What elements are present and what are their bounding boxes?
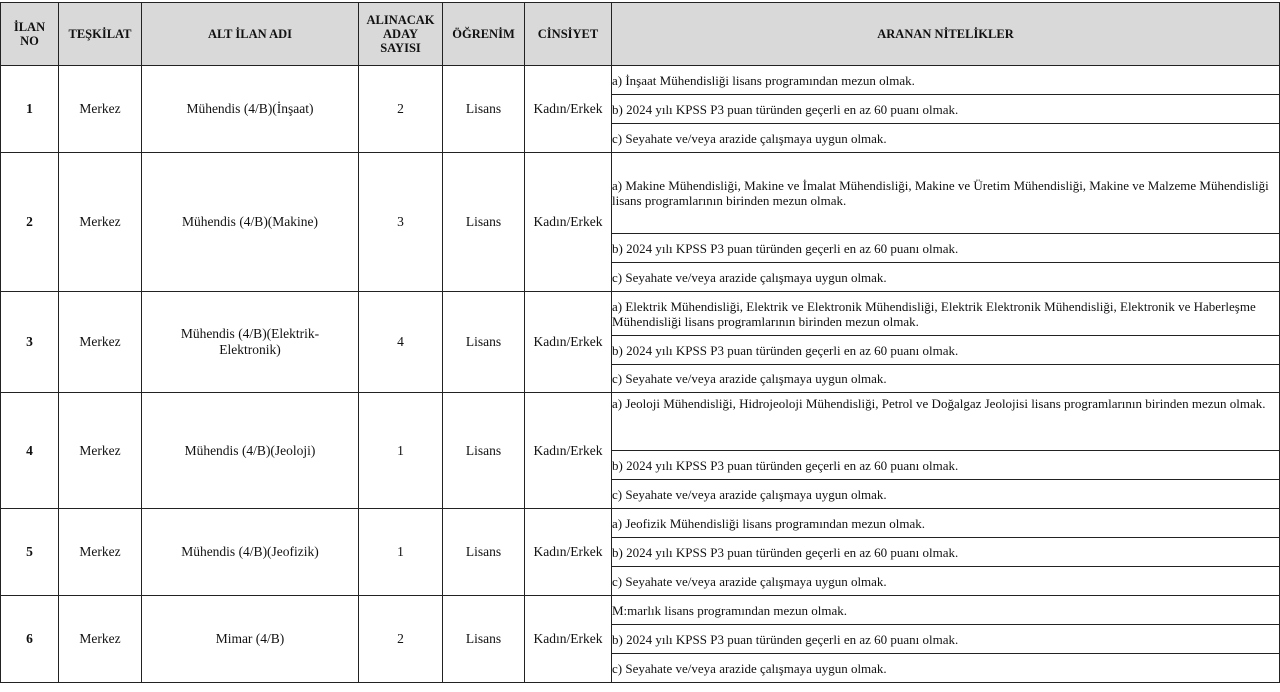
teskilat-cell: Merkez (59, 153, 142, 292)
nitelik-cell: a) Jeofizik Mühendisliği lisans programından mezun olmak. (612, 509, 1280, 538)
alt-ilan-adi-cell: Mimar (4/B) (142, 596, 359, 683)
aday-sayisi-cell: 1 (359, 509, 443, 596)
ogrenim-cell: Lisans (443, 66, 525, 153)
aday-sayisi-cell: 4 (359, 292, 443, 393)
table-row (1, 292, 1280, 336)
table-row (1, 393, 1280, 451)
teskilat-cell: Merkez (59, 393, 142, 509)
nitelik-cell: b) 2024 yılı KPSS P3 puan türünden geçerli en az 60 puanı olmak. (612, 538, 1280, 567)
teskilat-cell: Merkez (59, 292, 142, 393)
alt-ilan-adi-cell: Mühendis (4/B)(Elektrik-Elektronik) (142, 292, 359, 393)
nitelik-cell: c) Seyahate ve/veya arazide çalışmaya uygun olmak. (612, 365, 1280, 393)
aday-sayisi-cell: 3 (359, 153, 443, 292)
nitelik-cell: c) Seyahate ve/veya arazide çalışmaya uygun olmak. (612, 654, 1280, 683)
ogrenim-cell: Lisans (443, 509, 525, 596)
aday-sayisi-cell: 2 (359, 596, 443, 683)
nitelik-cell: b) 2024 yılı KPSS P3 puan türünden geçerli en az 60 puanı olmak. (612, 451, 1280, 480)
teskilat-cell: Merkez (59, 596, 142, 683)
ogrenim-cell: Lisans (443, 596, 525, 683)
cinsiyet-cell: Kadın/Erkek (525, 596, 612, 683)
aday-sayisi-cell: 2 (359, 66, 443, 153)
nitelik-cell: b) 2024 yılı KPSS P3 puan türünden geçerli en az 60 puanı olmak. (612, 625, 1280, 654)
alt-ilan-adi-cell: Mühendis (4/B)(Jeofizik) (142, 509, 359, 596)
alt-ilan-adi-cell: Mühendis (4/B)(İnşaat) (142, 66, 359, 153)
nitelik-cell: a) İnşaat Mühendisliği lisans programından mezun olmak. (612, 66, 1280, 95)
header-nitelikler: ARANAN NİTELİKLER (612, 3, 1280, 66)
header-row (1, 3, 1280, 66)
ogrenim-cell: Lisans (443, 393, 525, 509)
nitelik-cell: c) Seyahate ve/veya arazide çalışmaya uygun olmak. (612, 480, 1280, 509)
nitelik-cell: c) Seyahate ve/veya arazide çalışmaya uygun olmak. (612, 263, 1280, 292)
table-row (1, 509, 1280, 538)
table-row (1, 153, 1280, 234)
aday-sayisi-cell: 1 (359, 393, 443, 509)
cinsiyet-cell: Kadın/Erkek (525, 292, 612, 393)
ilan-no-cell: 2 (1, 153, 59, 292)
cinsiyet-cell: Kadın/Erkek (525, 509, 612, 596)
header-ilan-no: İLAN NO (1, 3, 59, 66)
table-row (1, 596, 1280, 625)
header-alt-ilan-adi: ALT İLAN ADI (142, 3, 359, 66)
nitelik-cell: a) Makine Mühendisliği, Makine ve İmalat Mühendisliği, Makine ve Üretim Mühendisliği, Makine ve Malzeme Mühendisliği lisans programlarının birinden mezun olmak. (612, 153, 1280, 234)
nitelik-cell: c) Seyahate ve/veya arazide çalışmaya uygun olmak. (612, 124, 1280, 153)
job-listings-table (0, 2, 1280, 683)
ogrenim-cell: Lisans (443, 153, 525, 292)
header-ogrenim: ÖĞRENİM (443, 3, 525, 66)
nitelik-cell: b) 2024 yılı KPSS P3 puan türünden geçerli en az 60 puanı olmak. (612, 95, 1280, 124)
nitelik-cell: b) 2024 yılı KPSS P3 puan türünden geçerli en az 60 puanı olmak. (612, 234, 1280, 263)
header-aday-sayisi: ALINACAK ADAY SAYISI (359, 3, 443, 66)
nitelik-cell: c) Seyahate ve/veya arazide çalışmaya uygun olmak. (612, 567, 1280, 596)
ilan-no-cell: 5 (1, 509, 59, 596)
teskilat-cell: Merkez (59, 509, 142, 596)
alt-ilan-adi-cell: Mühendis (4/B)(Jeoloji) (142, 393, 359, 509)
ilan-no-cell: 4 (1, 393, 59, 509)
ilan-no-cell: 6 (1, 596, 59, 683)
cinsiyet-cell: Kadın/Erkek (525, 393, 612, 509)
teskilat-cell: Merkez (59, 66, 142, 153)
nitelik-cell: M:marlık lisans programından mezun olmak. (612, 596, 1280, 625)
header-teskilat: TEŞKİLAT (59, 3, 142, 66)
cinsiyet-cell: Kadın/Erkek (525, 66, 612, 153)
header-cinsiyet: CİNSİYET (525, 3, 612, 66)
nitelik-cell: b) 2024 yılı KPSS P3 puan türünden geçerli en az 60 puanı olmak. (612, 336, 1280, 365)
nitelik-cell: a) Elektrik Mühendisliği, Elektrik ve Elektronik Mühendisliği, Elektrik Elektronik Mühendisliği, Elektronik ve Haberleşme Mühendisliği lisans programlarının birinden mezun olmak. (612, 292, 1280, 336)
ilan-no-cell: 1 (1, 66, 59, 153)
cinsiyet-cell: Kadın/Erkek (525, 153, 612, 292)
alt-ilan-adi-cell: Mühendis (4/B)(Makine) (142, 153, 359, 292)
nitelik-cell: a) Jeoloji Mühendisliği, Hidrojeoloji Mühendisliği, Petrol ve Doğalgaz Jeolojisi lisans programlarının birinden mezun olmak. (612, 393, 1280, 451)
ilan-no-cell: 3 (1, 292, 59, 393)
table-row (1, 66, 1280, 95)
ogrenim-cell: Lisans (443, 292, 525, 393)
